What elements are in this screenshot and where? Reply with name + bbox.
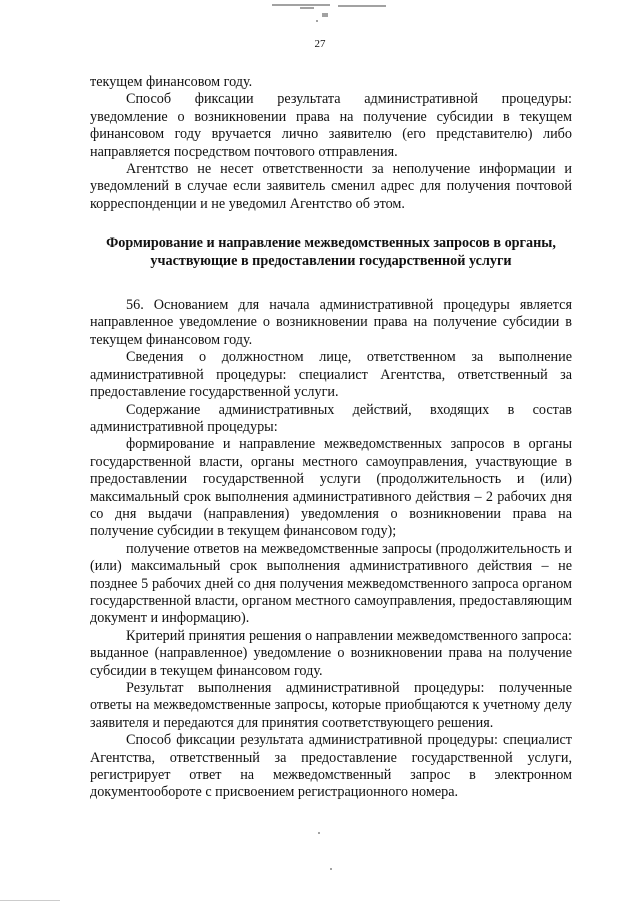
page-number: 27 bbox=[314, 38, 326, 50]
section-heading-line-1: Формирование и направление межведомственных запросов в органы, bbox=[106, 235, 556, 252]
section-heading bbox=[90, 235, 572, 270]
paragraph-fixation-method: Способ фиксации результата административной процедуры: уведомление о возникновении права на получение субсидии в текущем финансовом году вручается лично заявителю (его представителю) либо направляется посредством почтового отправления. bbox=[90, 91, 572, 160]
paragraph-56-basis: 56. Основанием для начала административной процедуры является направленное уведомление о возникновении права на получение субсидии в текущем финансовом году. bbox=[90, 297, 572, 348]
paragraph-procedure-result: Результат выполнения административной процедуры: полученные ответы на межведомственные запросы, которые приобщаются к учетному делу заявителя и передаются для принятия соответствующего решения. bbox=[90, 680, 572, 731]
paragraph-actions-content: Содержание административных действий, входящих в состав административной процедуры: bbox=[90, 401, 572, 435]
paragraph-decision-criterion: Критерий принятия решения о направлении межведомственного запроса: выданное (направленное) уведомление о возникновении права на получение субсидии в текущем финансовом году. bbox=[90, 627, 572, 679]
paragraph-result-fixation: Способ фиксации результата административной процедуры: специалист Агентства, ответственный за предоставление государственной услуги, регистрирует ответ на межведомственный запрос в электронном документообороте с присвоением регистрационного номера. bbox=[90, 732, 572, 801]
section-heading-line-2: участвующие в предоставлении государственной услуги bbox=[150, 252, 512, 269]
paragraph-forming-requests: формирование и направление межведомственных запросов в органы государственной власти, органы местного самоуправления, участвующие в предоставлении государственной услуги (продолжительность и (или) максимальный срок выполнения административного действия – 2 рабочих дня со дня выдачи (направления) уведомления о возникновении права на получение субсидии в текущем финансовом году); bbox=[90, 436, 572, 540]
paragraph-responsible-official: Сведения о должностном лице, ответственном за выполнение административной процедуры: специалист Агентства, ответственный за предоставление государственной услуги. bbox=[90, 349, 572, 401]
paragraph-continuation: текущем финансовом году. bbox=[90, 74, 253, 90]
document-body bbox=[90, 74, 572, 802]
paragraph-agency-liability: Агентство не несет ответственности за неполучение информации и уведомлений в случае если заявитель сменил адрес для получения почтовой корреспонденции и не уведомил Агентство об этом. bbox=[90, 161, 572, 212]
paragraph-receiving-answers: получение ответов на межведомственные запросы (продолжительность и (или) максимальный срок выполнения административного действия – не позднее 5 рабочих дней со дня получения межведомственного запроса органом государственной власти, органом местного самоуправления, предоставляющим документ и информацию). bbox=[90, 540, 572, 627]
